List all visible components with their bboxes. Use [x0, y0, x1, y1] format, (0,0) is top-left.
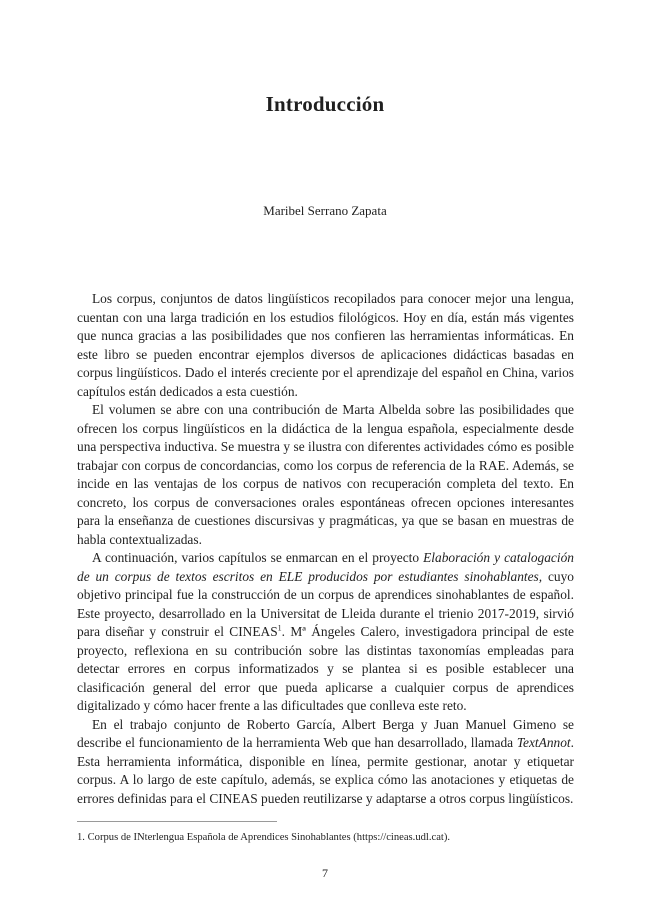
paragraph-4	[77, 716, 574, 809]
project-title: Elaboración y catalogación de un corpus de textos escritos en ELE producidos por estudiantes sinohablantes,	[77, 550, 574, 584]
paragraph-1: Los corpus, conjuntos de datos lingüísticos recopilados para conocer mejor una lengua, cuentan con una larga tradición en los estudios filológicos. Hoy en día, están más vigentes que nunca gracias a las posibilidades que nos confieren las herramientas informáticas. En este libro se pueden encontrar ejemplos diversos de aplicaciones didácticas basadas en corpus lingüísticos. Dado el interés creciente por el aprendizaje del español en China, varios capítulos están dedicados a esta cuestión.	[77, 291, 574, 399]
tool-name: TextAnnot	[516, 735, 571, 750]
paragraph-3-text-2: cuyo objetivo principal fue la construcción de un corpus de aprendices sinohablantes de español. Este proyecto, desarrollado en la Universitat de Lleida durante el trienio 2017-2019, sirvió para diseñar y construir el CINEAS	[77, 568, 574, 639]
author-name: Maribel Serrano Zapata	[263, 203, 387, 218]
footnote-reference: 1	[277, 623, 282, 633]
footnote-1: 1. Corpus de INterlengua Española de Aprendices Sinohablantes (https://cineas.udl.cat).	[77, 832, 451, 843]
body-text	[77, 290, 574, 808]
paragraph-3-text-1: A continuación, varios capítulos se enmarcan en el proyecto	[92, 550, 424, 565]
paragraph-2: El volumen se abre con una contribución de Marta Albelda sobre las posibilidades que ofrecen los corpus lingüísticos en la didáctica de la lengua española, especialmente desde una perspectiva inductiva. Se muestra y se ilustra con diferentes actividades cómo es posible trabajar con corpus de concordancias, como los corpus de referencia de la RAE. Además, se incide en las ventajas de los corpus de nativos con recuperación completa del texto. En concreto, los corpus de conversaciones orales espontáneas ofrecen opciones interesantes para la enseñanza de cuestiones discursivas y pragmáticas, ya que se basan en muestras de habla contextualizadas.	[77, 402, 574, 547]
paragraph-4-text-1: En el trabajo conjunto de Roberto García, Albert Berga y Juan Manuel Gimeno se describe el funcionamiento de la herramienta Web que han desarrollado, llamada	[77, 716, 574, 750]
paragraph-4-text-2: . Esta herramienta informática, disponible en línea, permite gestionar, anotar y etiquetar corpus. A lo largo de este capítulo, además, se explica cómo las anotaciones y etiquetas de errores definidas para el CINEAS pueden reutilizarse y adaptarse a otros corpus lingüísticos.	[77, 735, 574, 806]
footnote-divider	[77, 821, 277, 822]
page-title: Introducción	[265, 92, 385, 116]
paragraph-3-text-3: . Mª Ángeles Calero, investigadora principal de este proyecto, reflexiona en su contribución sobre las distintas taxonomías empleadas para detectar errores en corpus informatizados y se plantea si es posible establecer una clasificación general del error que pueda aplicarse a cualquier corpus de aprendices digitalizado y cómo hacer frente a las dificultades que conlleva este reto.	[77, 624, 574, 713]
page-number: 7	[322, 866, 328, 880]
paragraph-3	[77, 549, 574, 716]
